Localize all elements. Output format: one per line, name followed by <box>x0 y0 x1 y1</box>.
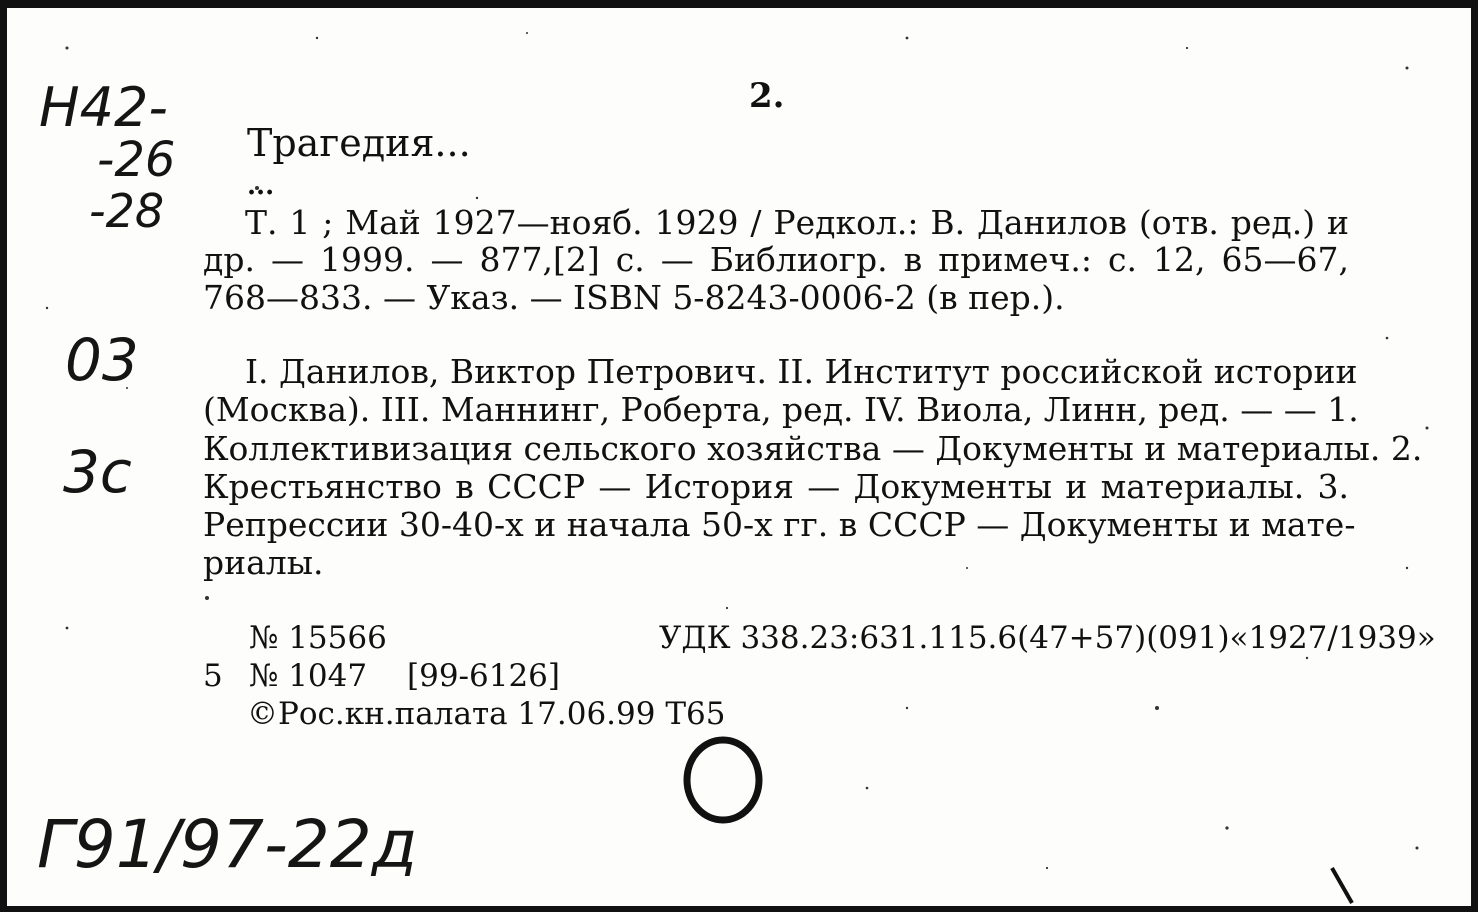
udk-code: УДК 338.23:631.115.6(47+57)(091)«1927/1939» <box>659 620 1436 656</box>
ellipsis: ... <box>247 171 275 201</box>
copyright-line: ©Рос.кн.палата 17.06.99 Т65 <box>247 696 726 732</box>
subject-line-3: Коллективизация сельского хозяйства — Документы и материалы. 2. <box>203 429 1423 468</box>
handwritten-shelfmark-line-2: -26 <box>97 132 176 188</box>
order-code: [99-6126] <box>407 658 561 694</box>
prefix-number: 5 <box>203 658 223 694</box>
subject-line-5: Репрессии 30-40-х и начала 50-х гг. в СССР — Документы и мате- <box>203 505 1356 544</box>
card-code-number: № 1047 <box>249 658 368 694</box>
card-number: 2. <box>749 76 785 116</box>
description-line-2: др. — 1999. — 877,[2] с. — Библиогр. в примеч.: с. 12, 65—67, <box>203 240 1349 279</box>
punch-hole <box>677 734 773 830</box>
handwritten-bottom-code: Г91/97-22д <box>37 806 418 883</box>
subject-line-4: Крестьянство в СССР — История — Документы и материалы. 3. <box>203 467 1349 506</box>
subject-line-1: I. Данилов, Виктор Петрович. II. Институт российской истории <box>245 352 1358 391</box>
handwritten-shelfmark-line-1: Н42- <box>39 76 168 139</box>
handwritten-code-03: 03 <box>65 326 139 394</box>
handwritten-shelfmark-line-3: -28 <box>89 184 165 238</box>
subject-line-6: риалы. <box>203 543 324 582</box>
registration-number: № 15566 <box>249 620 387 656</box>
description-line-3: 768—833. — Указ. — ISBN 5-8243-0006-2 (в пер.). <box>203 278 1065 317</box>
subject-line-2: (Москва). III. Маннинг, Роберта, ред. IV. Виола, Линн, ред. — — 1. <box>203 390 1359 429</box>
title: Трагедия... <box>247 121 471 165</box>
description-line-1: Т. 1 ; Май 1927—нояб. 1929 / Редкол.: В. Данилов (отв. ред.) и <box>245 203 1349 242</box>
handwritten-code-3c: 3с <box>63 438 132 506</box>
